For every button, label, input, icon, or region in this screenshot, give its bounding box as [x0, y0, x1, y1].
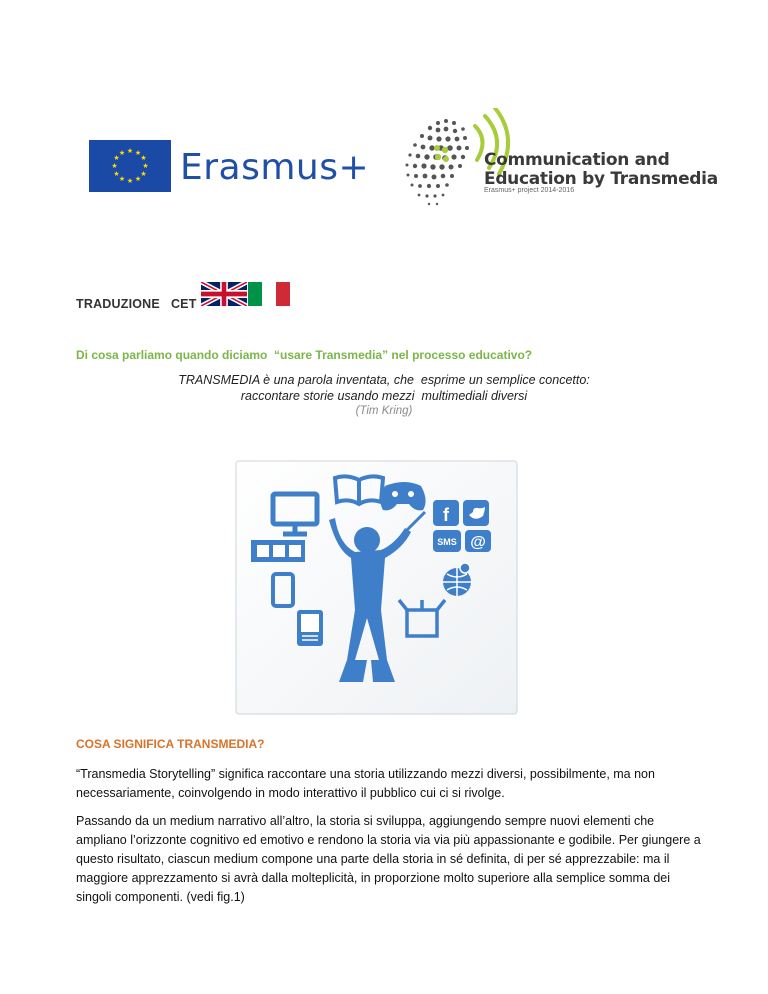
svg-text:★: ★	[126, 147, 134, 155]
cet-logo-line1: Communication and	[484, 150, 670, 170]
cet-logo-line2: Education by Transmedia	[484, 169, 718, 189]
svg-text:★: ★	[113, 154, 120, 162]
sms-label: SMS	[437, 537, 457, 547]
svg-text:★: ★	[126, 177, 134, 185]
at-label: @	[470, 534, 486, 551]
sms-icon	[433, 530, 461, 552]
svg-text:★: ★	[142, 162, 149, 170]
paragraph-1: “Transmedia Storytelling” significa raccontare una storia utilizzando mezzi diversi, possibilmente, ma non necessariamente, coinvolgendo in modo interattivo il pubblico cui ci si rivolge.	[76, 767, 655, 800]
italy-flag-icon	[248, 282, 290, 306]
section-heading: COSA SIGNIFICA TRANSMEDIA?	[76, 737, 265, 751]
svg-text:★: ★	[134, 149, 142, 157]
film-icon	[251, 540, 305, 562]
cet-logo-subtitle: Erasmus+ project 2014-2016	[484, 187, 575, 194]
translation-label: TRADUZIONE CET	[76, 297, 197, 311]
erasmus-logo-text: Erasmus+	[180, 147, 370, 188]
uk-flag-icon	[201, 282, 247, 306]
facebook-icon	[433, 500, 459, 526]
svg-text:★: ★	[118, 149, 126, 157]
ereader-icon	[297, 610, 323, 646]
twitter-icon	[463, 500, 489, 526]
paragraph-2: Passando da un medium narrativo all’altro, la storia si sviluppa, aggiungendo sempre nuovi elementi che ampliano l’orizzonte cognitivo ed emotivo e rendono la storia via via più appassionante e godibile. Per giungere a questo risultato, ciascun medium compone una parte della storia in sé definita, di per sé apprezzabile: ma il maggiore apprezzamento si avrà dalla molteplicità, in proporzione molto superiore alla semplice somma dei singoli componenti. (vedi fig.1)	[76, 814, 701, 904]
quote-line-1: TRANSMEDIA è una parola inventata, che esprime un semplice concetto:	[178, 373, 590, 387]
quote-line-2: raccontare storie usando mezzi multimediali diversi	[240, 389, 528, 403]
svg-text:★: ★	[118, 175, 126, 183]
facebook-label: f	[443, 505, 449, 525]
svg-text:★: ★	[140, 170, 147, 178]
svg-text:★: ★	[113, 170, 120, 178]
svg-text:★: ★	[140, 154, 147, 162]
cet-logo-title	[484, 151, 718, 189]
intro-heading: Di cosa parliamo quando diciamo “usare Transmedia” nel processo educativo?	[76, 348, 533, 362]
transmedia-illustration	[235, 460, 518, 715]
at-icon	[465, 530, 491, 552]
svg-text:★: ★	[134, 175, 142, 183]
eu-flag-logo	[89, 140, 171, 192]
quote-author: (Tim Kring)	[355, 405, 413, 417]
svg-text:★: ★	[111, 162, 118, 170]
